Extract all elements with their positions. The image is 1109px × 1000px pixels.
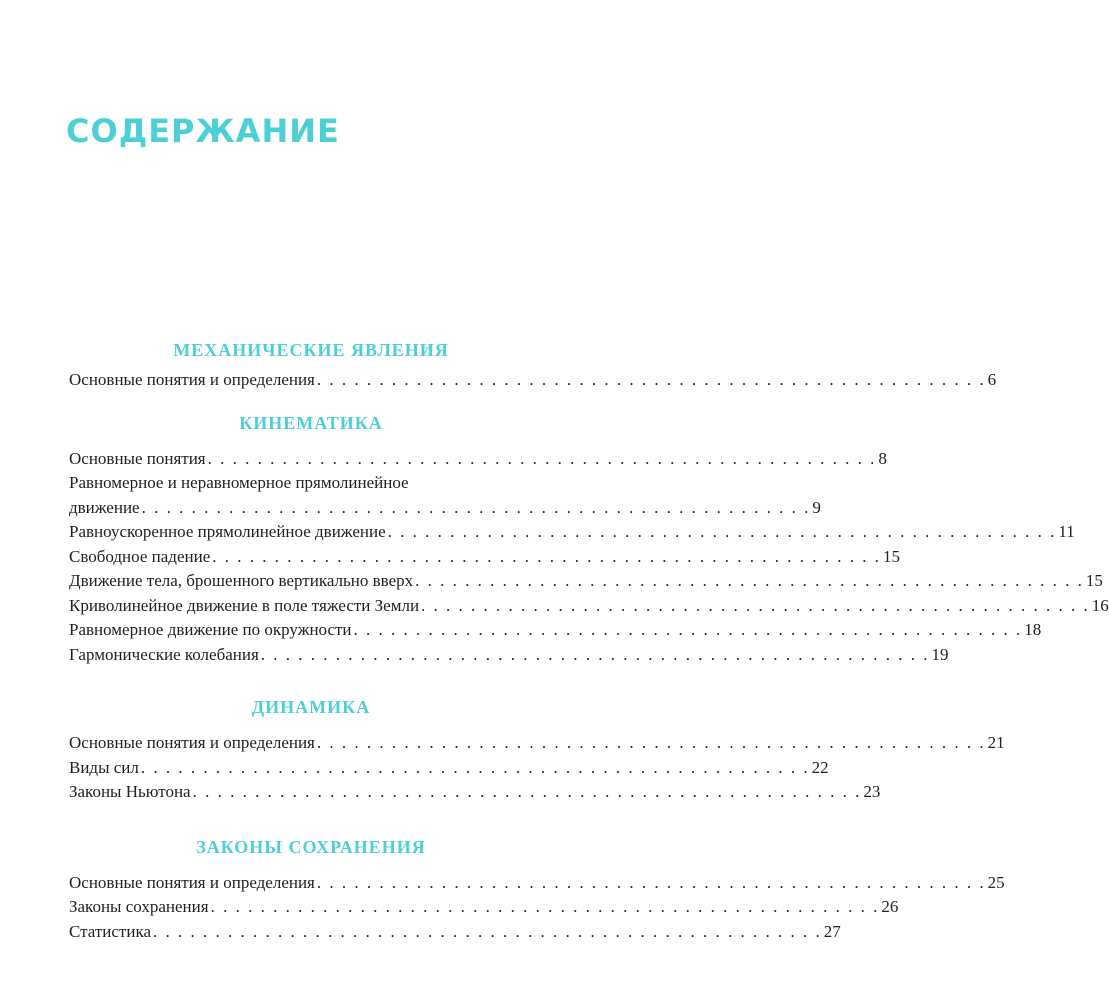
dot-leader: . . . . . . . . . . . . . . . . . . . . . . . . . . . . . . . . . . . . . . . . . . . . . . . . . . . . . .	[140, 757, 810, 777]
section-heading: ДИНАМИКА	[251, 697, 371, 717]
dot-leader: . . . . . . . . . . . . . . . . . . . . . . . . . . . . . . . . . . . . . . . . . . . . . . . . . . . . . .	[421, 595, 1090, 615]
dot-leader: . . . . . . . . . . . . . . . . . . . . . . . . . . . . . . . . . . . . . . . . . . . . . . . . . . . . . .	[212, 546, 881, 566]
toc-entry[interactable]	[69, 569, 1103, 594]
table-of-contents	[69, 338, 1109, 944]
entry-label: Виды сил	[69, 757, 139, 777]
entry-label: Основные понятия и определения	[69, 872, 315, 892]
entry-page-number: 8	[878, 448, 887, 468]
entry-label: Основные понятия и определения	[69, 733, 315, 752]
entry-label: Основные понятия и определения	[69, 370, 315, 389]
toc-entry[interactable]	[69, 920, 841, 945]
entry-page-number: 27	[823, 921, 841, 941]
entry-line2	[69, 496, 821, 521]
entry-label: Гармонические колебания	[69, 644, 259, 664]
entry-page-number: 9	[812, 497, 821, 517]
entry-page-number: 16	[1091, 595, 1109, 615]
entry-page-number: 23	[863, 782, 881, 801]
entry-page-number: 15	[883, 546, 900, 566]
entry-page-number: 15	[1085, 571, 1103, 590]
entry-page-number: 21	[987, 733, 1005, 752]
toc-entry[interactable]	[69, 368, 997, 393]
toc-section	[69, 411, 1109, 668]
toc-entry[interactable]	[69, 447, 887, 472]
entry-label: Основные понятия	[69, 448, 206, 468]
dot-leader: . . . . . . . . . . . . . . . . . . . . . . . . . . . . . . . . . . . . . . . . . . . . . . . . . . . . . .	[260, 644, 930, 664]
entry-label: Равномерное движение по окружности	[69, 620, 352, 639]
dot-leader: . . . . . . . . . . . . . . . . . . . . . . . . . . . . . . . . . . . . . . . . . . . . . . . . . . . . . .	[210, 897, 880, 916]
entry-list	[69, 871, 1005, 945]
toc-section	[69, 695, 1005, 805]
toc-entry[interactable]	[69, 731, 1005, 756]
section-heading: МЕХАНИЧЕСКИЕ ЯВЛЕНИЯ	[173, 340, 449, 360]
page-title: СОДЕРЖАНИЕ	[66, 112, 340, 150]
toc-entry[interactable]	[69, 520, 1075, 545]
toc-entry[interactable]	[69, 471, 821, 520]
toc-entry[interactable]	[69, 643, 949, 668]
entry-page-number: 18	[1024, 620, 1042, 639]
entry-page-number: 19	[931, 644, 949, 664]
toc-entry[interactable]	[69, 871, 1005, 896]
dot-leader: . . . . . . . . . . . . . . . . . . . . . . . . . . . . . . . . . . . . . . . . . . . . . . . . . . . . . .	[316, 872, 986, 892]
entry-label: Криволинейное движение в поле тяжести Земли	[69, 595, 420, 615]
toc-entry[interactable]	[69, 780, 881, 805]
toc-section	[69, 835, 1005, 945]
section-heading: ЗАКОНЫ СОХРАНЕНИЯ	[196, 836, 426, 857]
dot-leader: . . . . . . . . . . . . . . . . . . . . . . . . . . . . . . . . . . . . . . . . . . . . . . . . . . . . . .	[316, 733, 986, 752]
dot-leader: . . . . . . . . . . . . . . . . . . . . . . . . . . . . . . . . . . . . . . . . . . . . . . . . . . . . . .	[353, 620, 1023, 639]
toc-entry[interactable]	[69, 545, 900, 570]
entry-label: Статистика	[69, 921, 152, 941]
entry-page-number: 25	[987, 872, 1005, 892]
toc-entry[interactable]	[69, 618, 1042, 643]
entry-label: Движение тела, брошенного вертикально вверх	[69, 571, 414, 590]
entry-label: движение	[69, 497, 140, 517]
toc-entry[interactable]	[69, 756, 829, 781]
entry-page-number: 26	[881, 897, 899, 916]
toc-entry[interactable]	[69, 895, 899, 920]
section-heading: КИНЕМАТИКА	[239, 412, 383, 433]
entry-label: Законы сохранения	[69, 897, 209, 916]
entry-list	[69, 731, 1005, 805]
dot-leader: . . . . . . . . . . . . . . . . . . . . . . . . . . . . . . . . . . . . . . . . . . . . . . . . . . . . . .	[316, 370, 986, 389]
entry-page-number: 11	[1058, 522, 1075, 541]
dot-leader: . . . . . . . . . . . . . . . . . . . . . . . . . . . . . . . . . . . . . . . . . . . . . . . . . . . . . .	[387, 522, 1057, 541]
entry-list	[69, 447, 1109, 668]
entry-label: Законы Ньютона	[69, 782, 191, 801]
toc-entry[interactable]	[69, 594, 1109, 619]
entry-page-number: 6	[987, 370, 997, 389]
entry-label: Свободное падение	[69, 546, 211, 566]
dot-leader: . . . . . . . . . . . . . . . . . . . . . . . . . . . . . . . . . . . . . . . . . . . . . . . . . . . . . .	[192, 782, 862, 801]
entry-label-line1: Равномерное и неравномерное прямолинейное	[69, 473, 409, 492]
dot-leader: . . . . . . . . . . . . . . . . . . . . . . . . . . . . . . . . . . . . . . . . . . . . . . . . . . . . . .	[415, 571, 1084, 590]
entry-list	[69, 368, 997, 393]
entry-page-number: 22	[811, 757, 829, 777]
dot-leader: . . . . . . . . . . . . . . . . . . . . . . . . . . . . . . . . . . . . . . . . . . . . . . . . . . . . . .	[207, 448, 877, 468]
dot-leader: . . . . . . . . . . . . . . . . . . . . . . . . . . . . . . . . . . . . . . . . . . . . . . . . . . . . . .	[141, 497, 811, 517]
entry-label: Равноускоренное прямолинейное движение	[69, 522, 386, 541]
toc-section	[69, 338, 997, 393]
dot-leader: . . . . . . . . . . . . . . . . . . . . . . . . . . . . . . . . . . . . . . . . . . . . . . . . . . . . . .	[153, 921, 822, 941]
